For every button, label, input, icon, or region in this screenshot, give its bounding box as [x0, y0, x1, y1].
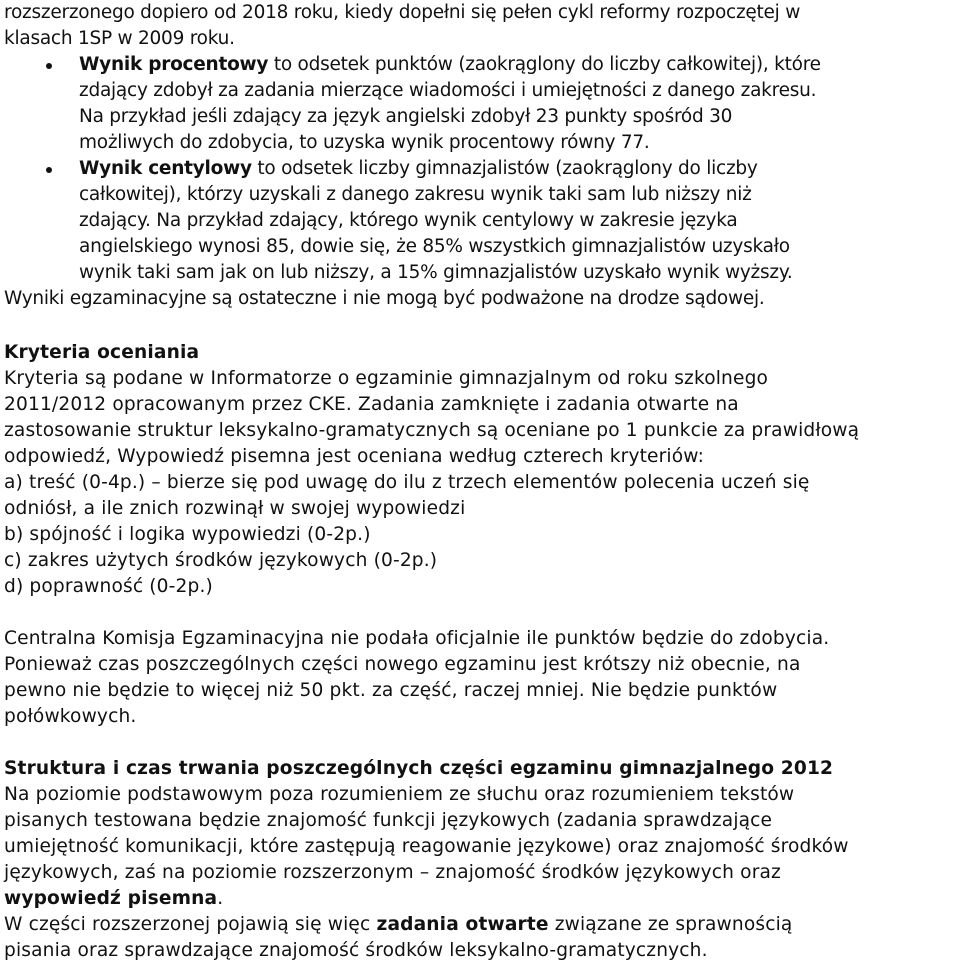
text-line: możliwych do zdobycia, to uzyska wynik procentowy równy 77. — [79, 132, 650, 153]
text-line: wynik taki sam jak on lub niższy, a 15% gimnazjalistów uzyskało wynik wyższy. — [79, 262, 793, 283]
text-line: a) treść (0-4p.) – bierze się pod uwagę do ilu z trzech elementów polecenia uczeń się — [4, 472, 810, 493]
text-line: pisanych testowana będzie znajomość funkcji językowych (zadania sprawdzające — [4, 810, 773, 831]
text-line: zdający zdobył za zadania mierzące wiadomości i umiejętności z danego zakresu. — [79, 80, 817, 101]
text-line: rozszerzonego dopiero od 2018 roku, kiedy dopełni się pełen cykl reformy rozpoczętej w — [4, 2, 801, 23]
text-line: pewno nie będzie to więcej niż 50 pkt. za część, raczej mniej. Nie będzie punktów — [4, 680, 778, 701]
term-percent: Wynik procentowy — [79, 54, 269, 75]
text-line: Wynik centylowy to odsetek liczby gimnazjalistów (zaokrąglony do liczby — [79, 158, 758, 179]
text-line: Ponieważ czas poszczególnych części nowego egzaminu jest krótszy niż obecnie, na — [4, 654, 801, 675]
text-line: b) spójność i logika wypowiedzi (0-2p.) — [4, 524, 371, 545]
text-line: całkowitej), którzy uzyskali z danego zakresu wynik taki sam lub niższy niż — [79, 184, 752, 205]
section-heading: Kryteria oceniania — [4, 342, 200, 363]
text-line: klasach 1SP w 2009 roku. — [4, 28, 235, 49]
text-line: wypowiedź pisemna. — [4, 888, 224, 909]
text-line: c) zakres użytych środków językowych (0-2p.) — [4, 550, 438, 571]
criteria-section — [4, 340, 956, 600]
text-line: Na przykład jeśli zdający za język angielski zdobył 23 punkty spośród 30 — [79, 106, 733, 127]
text-line: językowych, zaś na poziomie rozszerzonym – znajomość środków językowych oraz — [4, 862, 781, 883]
section-heading: Struktura i czas trwania poszczególnych części egzaminu gimnazjalnego 2012 — [4, 758, 834, 779]
text-line: zastosowanie struktur leksykalno-gramatycznych są oceniane po 1 punkcie za prawidłową — [4, 420, 860, 441]
term-centile: Wynik centylowy — [79, 158, 252, 179]
text-line: angielskiego wynosi 85, dowie się, że 85% wszystkich gimnazjalistów uzyskało — [79, 236, 790, 257]
text-line: d) poprawność (0-2p.) — [4, 576, 213, 597]
bullet-item-percent — [4, 52, 956, 156]
bullet-icon — [46, 63, 52, 69]
text-line: Kryteria są podane w Informatorze o egzaminie gimnazjalnym od roku szkolnego — [4, 368, 769, 389]
text-line: połówkowych. — [4, 706, 137, 727]
text-line: 2011/2012 opracowanym przez CKE. Zadania zamknięte i zadania otwarte na — [4, 394, 739, 415]
bullet-icon — [46, 167, 52, 173]
structure-section — [4, 756, 956, 964]
document-page — [4, 0, 956, 964]
cke-paragraph — [4, 626, 956, 730]
text-line: W części rozszerzonej pojawią się więc zadania otwarte związane ze sprawnością — [4, 914, 793, 935]
text-line: odniósł, a ile znich rozwinął w swojej wypowiedzi — [4, 498, 466, 519]
text-line: odpowiedź, Wypowiedź pisemna jest oceniana według czterech kryteriów: — [4, 446, 705, 467]
final-note: Wyniki egzaminacyjne są ostateczne i nie mogą być podważone na drodze sądowej. — [4, 288, 765, 309]
intro-paragraph — [4, 0, 956, 52]
text-line: Centralna Komisja Egzaminacyjna nie podała oficjalnie ile punktów będzie do zdobycia. — [4, 628, 830, 649]
text-line: zdający. Na przykład zdający, którego wynik centylowy w zakresie języka — [79, 210, 738, 231]
text-line: pisania oraz sprawdzające znajomość środków leksykalno-gramatycznych. — [4, 940, 708, 961]
text-line: Wynik procentowy to odsetek punktów (zaokrąglony do liczby całkowitej), które — [79, 54, 821, 75]
text-line: umiejętność komunikacji, które zastępują reagowanie językowe) oraz znajomość środków — [4, 836, 849, 857]
text-line: Na poziomie podstawowym poza rozumieniem ze słuchu oraz rozumieniem tekstów — [4, 784, 795, 805]
bullet-item-centile — [4, 156, 956, 286]
